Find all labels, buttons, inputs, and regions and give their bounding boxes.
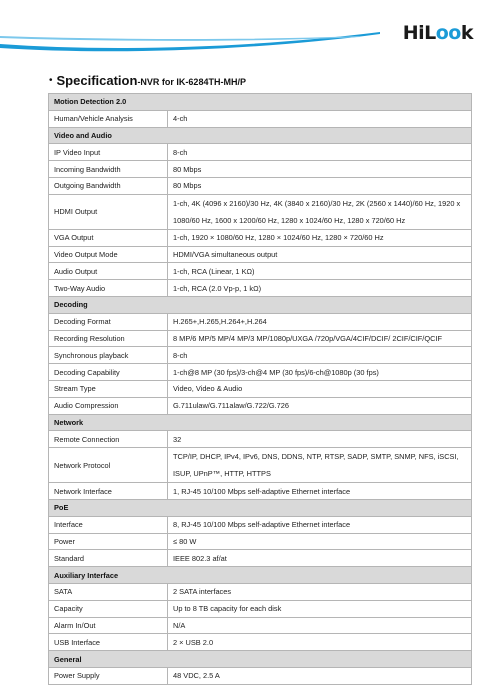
spec-key: Capacity [49, 600, 168, 617]
spec-key: Remote Connection [49, 431, 168, 448]
spec-table-body [49, 94, 472, 685]
spec-value: 4-ch [168, 110, 472, 127]
section-header-row [49, 567, 472, 584]
spec-value: ≤ 80 W [168, 533, 472, 550]
spec-row [49, 144, 472, 161]
spec-key: SATA [49, 583, 168, 600]
spec-key: Decoding Format [49, 313, 168, 330]
spec-key: Audio Compression [49, 397, 168, 414]
spec-value: 1-ch, 1920 × 1080/60 Hz, 1280 × 1024/60 Hz, 1280 × 720/60 Hz [168, 229, 472, 246]
spec-row [49, 194, 472, 229]
spec-value: 80 Mbps [168, 177, 472, 194]
spec-value: 8-ch [168, 144, 472, 161]
spec-key: Network Interface [49, 483, 168, 500]
spec-value: 2 × USB 2.0 [168, 634, 472, 651]
spec-key: Decoding Capability [49, 364, 168, 381]
hilook-logo: HiLook [402, 22, 473, 44]
spec-row [49, 617, 472, 634]
spec-key: Two-Way Audio [49, 280, 168, 297]
spec-value: 1-ch, RCA (2.0 Vp-p, 1 kΩ) [168, 280, 472, 297]
spec-key: Power Supply [49, 667, 168, 684]
spec-row [49, 667, 472, 684]
spec-key: Outgoing Bandwidth [49, 177, 168, 194]
section-header-row [49, 127, 472, 144]
spec-value: 48 VDC, 2.5 A [168, 667, 472, 684]
spec-key: HDMI Output [49, 194, 168, 229]
spec-value: 1, RJ-45 10/100 Mbps self-adaptive Ethernet interface [168, 483, 472, 500]
section-header-label: Motion Detection 2.0 [49, 94, 472, 111]
spec-value: N/A [168, 617, 472, 634]
section-header-row [49, 651, 472, 668]
spec-row [49, 280, 472, 297]
spec-key: Video Output Mode [49, 246, 168, 263]
spec-key: Standard [49, 550, 168, 567]
spec-key: USB Interface [49, 634, 168, 651]
section-header-label: Video and Audio [49, 127, 472, 144]
section-header-label: Decoding [49, 296, 472, 313]
section-header-label: Auxiliary Interface [49, 567, 472, 584]
spec-key: Human/Vehicle Analysis [49, 110, 168, 127]
section-header-label: General [49, 651, 472, 668]
section-header-row [49, 499, 472, 516]
section-header-row [49, 414, 472, 431]
spec-row [49, 583, 472, 600]
spec-row [49, 263, 472, 280]
spec-value: 1-ch, 4K (4096 x 2160)/30 Hz, 4K (3840 x 2160)/30 Hz, 2K (2560 x 1440)/60 Hz, 1920 x 1080/60 Hz, 1600 x 1200/60 Hz, 1280 x 1024/60 Hz, 1280 x 720/60 Hz [168, 194, 472, 229]
spec-value: 1-ch@8 MP (30 fps)/3-ch@4 MP (30 fps)/6-ch@1080p (30 fps) [168, 364, 472, 381]
spec-row [49, 380, 472, 397]
spec-key: Stream Type [49, 380, 168, 397]
spec-value: 8, RJ-45 10/100 Mbps self-adaptive Ethernet interface [168, 516, 472, 533]
spec-key: Incoming Bandwidth [49, 161, 168, 178]
spec-row [49, 397, 472, 414]
spec-model: -NVR for IK-6284TH-MH/P [137, 77, 246, 87]
spec-row [49, 600, 472, 617]
spec-key: VGA Output [49, 229, 168, 246]
spec-row [49, 347, 472, 364]
spec-table [48, 93, 472, 685]
spec-value: 32 [168, 431, 472, 448]
spec-row [49, 229, 472, 246]
spec-row [49, 161, 472, 178]
spec-row [49, 483, 472, 500]
spec-key: Synchronous playback [49, 347, 168, 364]
section-header-label: PoE [49, 499, 472, 516]
spec-key: Interface [49, 516, 168, 533]
spec-value: G.711ulaw/G.711alaw/G.722/G.726 [168, 397, 472, 414]
spec-value: IEEE 802.3 af/at [168, 550, 472, 567]
spec-row [49, 246, 472, 263]
spec-heading [49, 73, 246, 88]
spec-value: Up to 8 TB capacity for each disk [168, 600, 472, 617]
section-header-label: Network [49, 414, 472, 431]
section-header-row [49, 296, 472, 313]
section-header-row [49, 94, 472, 111]
spec-value: 80 Mbps [168, 161, 472, 178]
spec-title: Specification [56, 73, 138, 88]
spec-row [49, 533, 472, 550]
spec-value: TCP/IP, DHCP, IPv4, IPv6, DNS, DDNS, NTP, RTSP, SADP, SMTP, SNMP, NFS, iSCSI, ISUP, UPnP™, HTTP, HTTPS [168, 448, 472, 483]
spec-row [49, 177, 472, 194]
spec-row [49, 110, 472, 127]
spec-key: Power [49, 533, 168, 550]
spec-value: 1-ch, RCA (Linear, 1 KΩ) [168, 263, 472, 280]
spec-key: Audio Output [49, 263, 168, 280]
spec-key: Network Protocol [49, 448, 168, 483]
spec-row [49, 431, 472, 448]
spec-value: H.265+,H.265,H.264+,H.264 [168, 313, 472, 330]
spec-key: Alarm In/Out [49, 617, 168, 634]
spec-row [49, 516, 472, 533]
spec-value: HDMI/VGA simultaneous output [168, 246, 472, 263]
spec-key: IP Video Input [49, 144, 168, 161]
heading-bullet: • [49, 75, 53, 86]
spec-row [49, 448, 472, 483]
spec-value: Video, Video & Audio [168, 380, 472, 397]
spec-row [49, 550, 472, 567]
spec-value: 2 SATA interfaces [168, 583, 472, 600]
spec-value: 8 MP/6 MP/5 MP/4 MP/3 MP/1080p/UXGA /720p/VGA/4CIF/DCIF/ 2CIF/CIF/QCIF [168, 330, 472, 347]
spec-row [49, 330, 472, 347]
spec-row [49, 364, 472, 381]
spec-row [49, 313, 472, 330]
spec-key: Recording Resolution [49, 330, 168, 347]
spec-row [49, 634, 472, 651]
spec-value: 8-ch [168, 347, 472, 364]
